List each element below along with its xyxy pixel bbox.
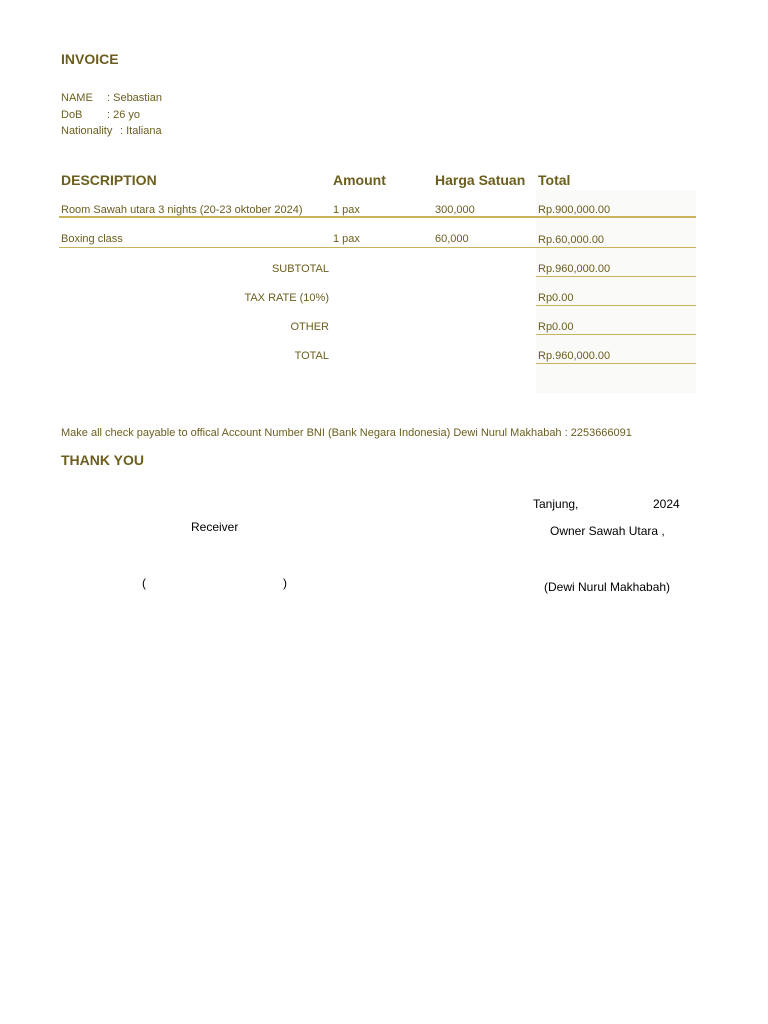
row-1-description: Room Sawah utara 3 nights (20-23 oktober 2024) [61, 204, 303, 216]
summary-tax-divider [536, 305, 696, 306]
receiver-signature-close: ) [283, 576, 287, 590]
info-dob-label: DoB [61, 109, 83, 121]
summary-subtotal-value: Rp.960,000.00 [538, 263, 611, 275]
receiver-signature-open: ( [142, 576, 146, 590]
summary-tax-label: TAX RATE (10%) [244, 292, 329, 304]
row-2-divider [59, 247, 696, 248]
summary-total-label: TOTAL [294, 350, 329, 362]
header-total: Total [538, 172, 571, 188]
summary-tax-value: Rp0.00 [538, 292, 574, 304]
info-dob-value: : 26 yo [107, 109, 141, 121]
owner-name: (Dewi Nurul Makhabah) [544, 580, 671, 594]
row-2-unit-price: 60,000 [435, 233, 469, 245]
row-2-description: Boxing class [61, 233, 123, 245]
summary-subtotal-label: SUBTOTAL [271, 263, 329, 275]
info-name-label: NAME [61, 92, 93, 104]
row-1-divider [59, 216, 696, 218]
receiver-label: Receiver [191, 520, 239, 534]
info-name-value: : Sebastian [107, 92, 163, 104]
row-1-unit-price: 300,000 [435, 204, 475, 216]
row-1-total: Rp.900,000.00 [538, 204, 611, 216]
header-amount: Amount [333, 172, 386, 188]
payment-note: Make all check payable to offical Account Number BNI (Bank Negara Indonesia) Dewi Nurul Makhabah : 2253666091 [61, 427, 632, 439]
summary-other-value: Rp0.00 [538, 321, 574, 333]
invoice-title: INVOICE [61, 51, 119, 67]
signature-place: Tanjung, [533, 497, 579, 511]
summary-total-divider [536, 363, 696, 364]
row-2-total: Rp.60,000.00 [538, 234, 605, 246]
summary-other-label: OTHER [290, 321, 329, 333]
row-2-amount: 1 pax [333, 233, 360, 245]
owner-label: Owner Sawah Utara , [550, 524, 665, 538]
row-1-amount: 1 pax [333, 204, 360, 216]
summary-total-value: Rp.960,000.00 [538, 350, 611, 362]
header-unit-price: Harga Satuan [435, 172, 526, 188]
thank-you-heading: THANK YOU [61, 452, 144, 468]
summary-subtotal-divider [536, 276, 696, 277]
info-nationality-label: Nationality [61, 125, 113, 137]
info-nationality-value: : Italiana [120, 125, 162, 137]
header-description: DESCRIPTION [61, 172, 157, 188]
signature-year: 2024 [653, 497, 680, 511]
summary-other-divider [536, 334, 696, 335]
